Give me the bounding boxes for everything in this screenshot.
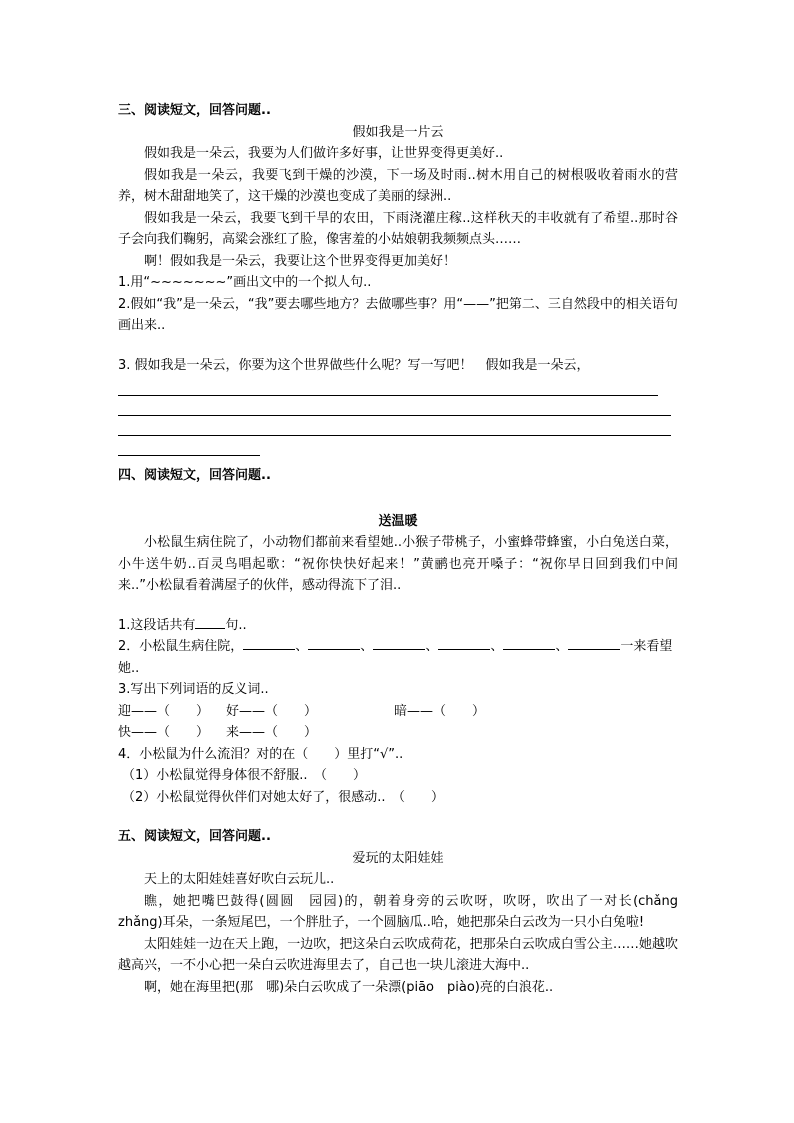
antonym-item[interactable]: 迎——（ ） (118, 703, 210, 719)
section-4-heading: 四、阅读短文，回答问题.. (118, 468, 271, 483)
answer-line-1[interactable] (118, 376, 658, 396)
antonym-item[interactable]: 来——（ ） (226, 725, 318, 740)
visitor-blank-5[interactable] (503, 636, 555, 650)
worksheet-page (118, 100, 692, 998)
antonym-row-1 (118, 701, 678, 723)
separator: 、 (295, 639, 309, 654)
section-3-question-3: 3. 假如我是一朵云，你要为这个世界做些什么呢？写一写吧！ 假如我是一朵云， (118, 357, 590, 373)
question-4-option-1[interactable]: （1）小松鼠觉得身体很不舒服.. （ ） (122, 768, 367, 783)
section-5-heading: 五、阅读短文，回答问题.. (118, 829, 271, 844)
separator: 、 (425, 639, 439, 654)
antonym-item[interactable]: 好——（ ） (226, 703, 318, 719)
q1-prefix: 1.这段话共有 (118, 617, 196, 633)
section-3-paragraph-3: 假如我是一朵云，我要飞到干旱的农田，下雨浇灌庄稼..这样秋天的丰收就有了希望..那时谷子会向我们鞠躬，高粱会涨红了脸，像害羞的小姑娘朝我频频点头…… (118, 210, 678, 247)
sentence-count-blank[interactable] (195, 615, 225, 629)
section-5-paragraph-3: 太阳娃娃一边在天上跑，一边吹，把这朵白云吹成荷花，把那朵白云吹成白雪公主……她越吹越高兴，一不小心把一朵白云吹进海里去了，自己也一块儿滚进大海中.. (118, 936, 678, 973)
section-4-question-2 (118, 636, 678, 679)
visitor-blank-3[interactable] (373, 636, 425, 650)
visitor-blank-1[interactable] (243, 636, 295, 650)
section-5-paragraph-4: 啊，她在海里把(那 哪)朵白云吹成了一朵漂(piāo piào)亮的白浪花.. (144, 979, 554, 995)
answer-line-4[interactable] (118, 436, 260, 456)
q1-suffix: 句.. (225, 617, 247, 633)
q2-prefix: 2．小松鼠生病住院， (118, 639, 244, 654)
answer-line-3[interactable] (118, 416, 671, 436)
antonym-item[interactable]: 暗——（ ） (394, 703, 486, 719)
section-4-paragraph: 小松鼠生病住院了，小动物们都前来看望她..小猴子带桃子，小蜜蜂带蜂蜜，小白兔送白菜，小牛送牛奶..百灵鸟唱起歌：“祝你快快好起来！”黄鹂也亮开嗓子：“祝你早日回到我们中间来..”小松鼠看着满屋子的伙伴，感动得流下了泪.. (118, 535, 678, 593)
section-5-title: 爱玩的太阳娃娃 (352, 850, 444, 866)
visitor-blank-2[interactable] (308, 636, 360, 650)
section-4-question-3: 3.写出下列词语的反义词.. (118, 682, 269, 697)
q2-suffix: 一来看望她.. (118, 639, 673, 676)
section-4-question-1 (118, 615, 678, 637)
visitor-blank-6[interactable] (568, 636, 620, 650)
separator: 、 (490, 639, 504, 654)
section-3-title: 假如我是一片云 (352, 124, 444, 140)
section-3-question-2: 2.假如“我”是一朵云，“我”要去哪些地方？去做哪些事？用“——”把第二、三自然段中的相关语句画出来.. (118, 296, 678, 333)
section-3-paragraph-1: 假如我是一朵云，我要为人们做许多好事，让世界变得更美好.. (144, 146, 504, 161)
antonym-row-2 (118, 722, 678, 744)
separator: 、 (360, 639, 374, 654)
section-3-question-1: 1.用“~~~~~~~”画出文中的一个拟人句.. (118, 275, 372, 290)
section-3-paragraph-4: 啊！假如我是一朵云，我要让这个世界变得更加美好！ (144, 253, 457, 269)
section-5-paragraph-2: 瞧，她把嘴巴鼓得(圆圆 园园)的，朝着身旁的云吹呀，吹呀，吹出了一对长(chǎng zhǎng)耳朵，一条短尾巴，一个胖肚子，一个圆脑瓜..哈，她把那朵白云改为一只小白兔啦! (118, 893, 692, 930)
question-4-option-2[interactable]: （2）小松鼠觉得伙伴们对她太好了，很感动.. （ ） (122, 789, 445, 805)
visitor-blank-4[interactable] (438, 636, 490, 650)
section-4-question-4: 4．小松鼠为什么流泪？对的在（ ）里打“√”.. (118, 746, 404, 762)
section-3-paragraph-2: 假如我是一朵云，我要飞到干燥的沙漠，下一场及时雨..树木用自己的树根吸收着雨水的营养，树木甜甜地笑了，这干燥的沙漠也变成了美丽的绿洲.. (118, 167, 678, 204)
answer-line-2[interactable] (118, 396, 671, 416)
section-3-heading: 三、阅读短文，回答问题.. (118, 103, 271, 118)
antonym-item[interactable]: 快——（ ） (118, 725, 210, 740)
section-5-paragraph-1: 天上的太阳娃娃喜好吹白云玩儿.. (144, 872, 335, 887)
separator: 、 (555, 639, 569, 654)
section-4-title: 送温暖 (378, 513, 418, 529)
